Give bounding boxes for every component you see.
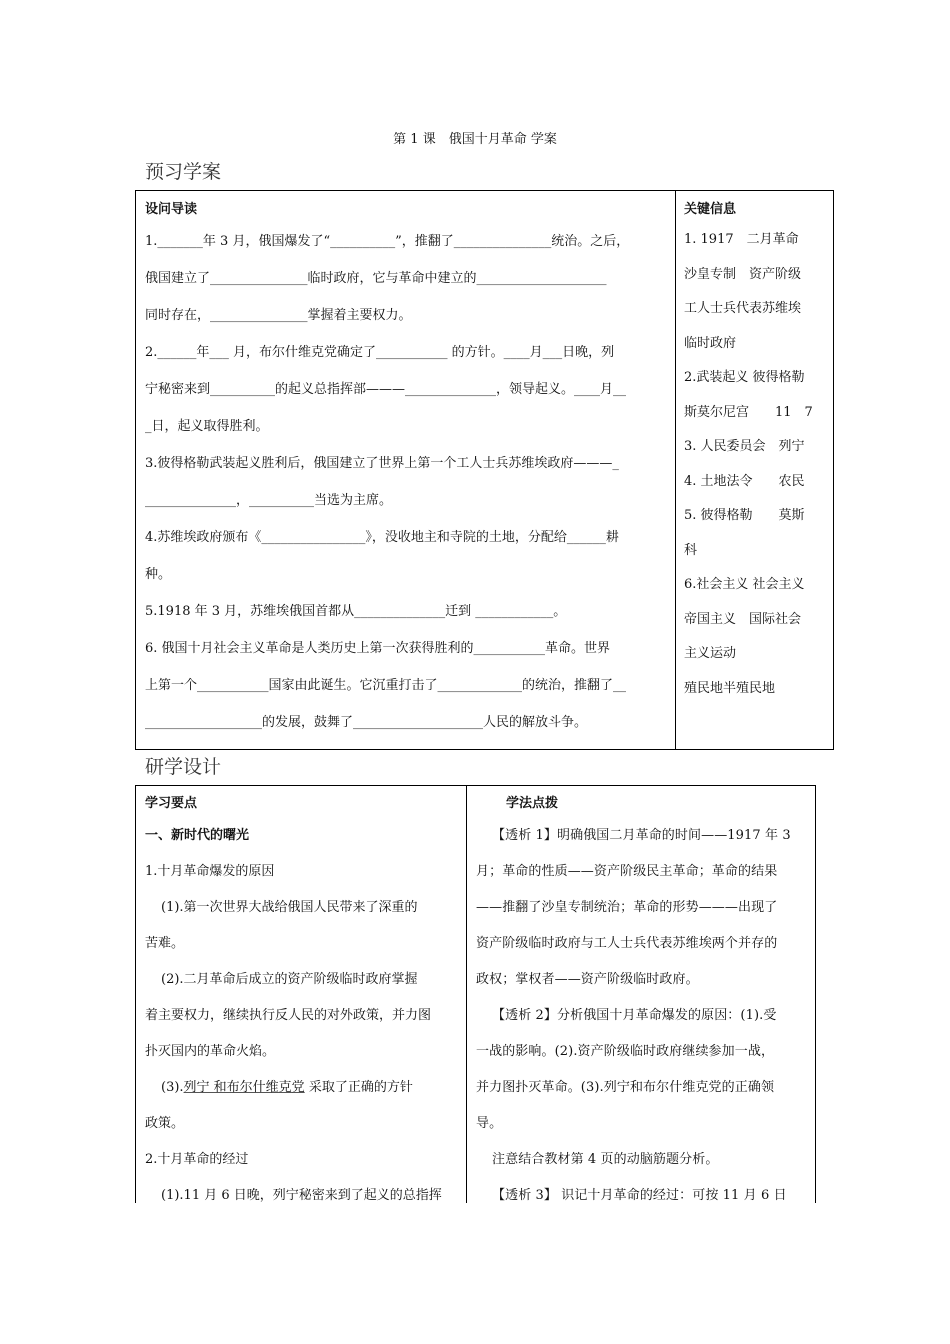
- tip-line: 并力图扑灭革命。(3).列宁和布尔什维克党的正确领: [476, 1080, 775, 1095]
- answer-line: 4. 土地法令 农民: [684, 473, 805, 489]
- answer-line: 沙皇专制 资产阶级: [684, 266, 802, 282]
- question-line: ______________，__________当选为主席。: [145, 493, 393, 508]
- point-line: 1.十月革命爆发的原因: [145, 864, 275, 879]
- questions-column: [136, 191, 676, 749]
- point-rest: 采取了正确的方针: [304, 1080, 413, 1095]
- question-line: 宁秘密来到__________的起义总指挥部———______________，领导起义。____月__: [145, 382, 627, 397]
- answer-line: 科: [684, 542, 698, 558]
- point-prefix: (3).: [161, 1080, 184, 1095]
- answer-line: 工人士兵代表苏维埃: [684, 301, 802, 316]
- preview-table: [135, 190, 834, 750]
- answer-line: 3. 人民委员会 列宁: [684, 439, 805, 454]
- underlined-answer: 列宁 和布尔什维克党: [183, 1080, 305, 1095]
- tip-line: 注意结合教材第 4 页的动脑筋题分析。: [492, 1152, 719, 1167]
- point-line: 2.十月革命的经过: [145, 1152, 249, 1167]
- questions-header: 设问导读: [145, 202, 198, 217]
- tip-line: 月；革命的性质——资产阶级民主革命；革命的结果: [476, 864, 778, 879]
- point-line: (2).二月革命后成立的资产阶级临时政府掌握: [161, 972, 418, 987]
- question-line: 6. 俄国十月社会主义革命是人类历史上第一次获得胜利的___________革命。世界: [145, 641, 611, 656]
- tip-line: 导。: [476, 1116, 503, 1131]
- tip-line: 【透析 1】明确俄国二月革命的时间——1917 年 3: [492, 828, 791, 843]
- section-heading-study: 研学设计: [145, 756, 222, 778]
- question-line: 3.彼得格勒武装起义胜利后，俄国建立了世界上第一个工人士兵苏维埃政府———_: [145, 456, 619, 471]
- point-line: 政策。: [145, 1116, 185, 1131]
- answer-line: 1. 1917 二月革命: [684, 232, 799, 247]
- method-tips-column: [467, 786, 815, 1203]
- answer-line: 临时政府: [684, 335, 737, 351]
- answer-line: 帝国主义 国际社会: [684, 611, 802, 627]
- section-heading-preview: 预习学案: [145, 161, 222, 183]
- question-line: 同时存在，_______________掌握着主要权力。: [145, 308, 412, 323]
- tip-line: 资产阶级临时政府与工人士兵代表苏维埃两个并存的: [476, 936, 778, 951]
- question-line: 上第一个___________国家由此诞生。它沉重打击了_____________的统治，推翻了__: [145, 678, 627, 693]
- question-line: _日，起义取得胜利。: [145, 419, 269, 434]
- tip-line: ——推翻了沙皇专制统治；革命的形势———出现了: [476, 900, 778, 915]
- tip-line: 【透析 3】 识记十月革命的经过：可按 11 月 6 日: [492, 1188, 787, 1203]
- key-points-header: 学习要点: [145, 796, 198, 811]
- key-info-header: 关键信息: [684, 202, 737, 217]
- point-line: (1).11 月 6 日晚，列宁秘密来到了起义的总指挥: [161, 1188, 442, 1203]
- question-line: 俄国建立了_______________临时政府，它与革命中建立的____________________: [145, 271, 607, 286]
- answer-line: 2.武装起义 彼得格勒: [684, 370, 805, 385]
- question-line: 1._______年 3 月，俄国爆发了“__________”，推翻了_______________统治。之后，: [145, 234, 630, 249]
- question-line: 种。: [145, 567, 172, 582]
- key-points-column: [136, 786, 467, 1203]
- subsection-title: 一、新时代的曙光: [145, 828, 250, 843]
- answer-line: 5. 彼得格勒 莫斯: [684, 508, 805, 523]
- point-line: 扑灭国内的革命火焰。: [145, 1044, 276, 1059]
- answer-line: 斯莫尔尼宫 11 7: [684, 404, 813, 420]
- question-line: 4.苏维埃政府颁布《________________》，没收地主和寺院的土地，分配给______耕: [145, 530, 619, 545]
- study-table: [135, 785, 816, 1203]
- tip-line: 一战的影响。(2).资产阶级临时政府继续参加一战，: [476, 1044, 775, 1059]
- point-line: 苦难。: [145, 936, 185, 951]
- point-line: 着主要权力，继续执行反人民的对外政策，并力图: [145, 1008, 432, 1023]
- answer-line: 6.社会主义 社会主义: [684, 577, 805, 592]
- document-title: 第 1 课 俄国十月革命 学案: [393, 132, 557, 147]
- answer-line: 主义运动: [684, 646, 737, 661]
- answer-line: 殖民地半殖民地: [684, 680, 776, 696]
- point-line: (1).第一次世界大战给俄国人民带来了深重的: [161, 900, 418, 915]
- method-tips-header: 学法点拨: [506, 796, 559, 811]
- question-line: 5.1918 年 3 月，苏维埃俄国首都从______________迁到 ____________。: [145, 604, 567, 619]
- tip-line: 【透析 2】分析俄国十月革命爆发的原因：(1).受: [492, 1008, 777, 1023]
- point-line: [145, 1070, 460, 1106]
- question-line: __________________的发展，鼓舞了____________________人民的解放斗争。: [145, 715, 588, 730]
- tip-line: 政权；掌权者——资产阶级临时政府。: [476, 972, 699, 987]
- question-line: 2.______年___ 月，布尔什维克党确定了___________ 的方针。____月___日晚，列: [145, 345, 615, 360]
- key-info-column: [676, 191, 833, 749]
